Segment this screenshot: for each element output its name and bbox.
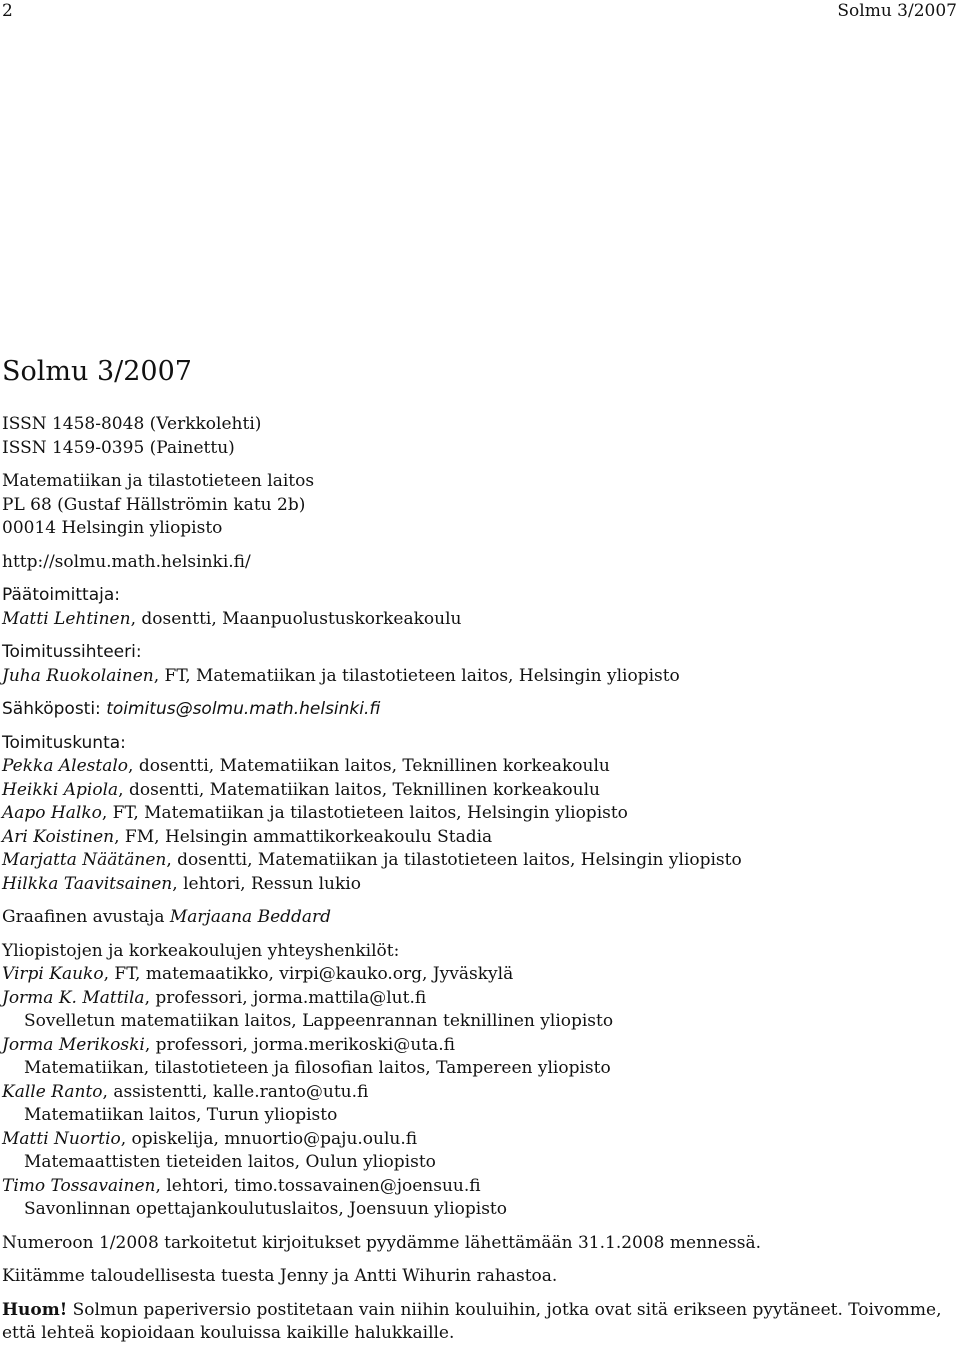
graphics-block — [2, 906, 958, 930]
person-name: Ari Koistinen — [2, 826, 115, 847]
contact-department: Savonlinnan opettajankoulutuslaitos, Joensuun yliopisto — [24, 1199, 507, 1219]
board-label: Toimituskunta: — [2, 732, 126, 753]
board-member — [2, 779, 958, 803]
page-header — [0, 0, 960, 24]
person-name: Jorma K. Mattila — [2, 987, 145, 1008]
person-name: Kalle Ranto — [2, 1081, 103, 1102]
person-name: Pekka Alestalo — [2, 756, 129, 776]
address-line: 00014 Helsingin yliopisto — [2, 518, 223, 538]
person-details: , professori, jorma.merikoski@uta.fi — [144, 1034, 456, 1055]
deadline-block — [2, 1232, 958, 1256]
person-details: , dosentti, Maanpuolustuskorkeakoulu — [130, 608, 462, 629]
person-details: , opiskelija, mnuortio@paju.oulu.fi — [120, 1128, 418, 1149]
person-name: Matti Nuortio — [2, 1128, 121, 1149]
issn-online: ISSN 1458-8048 (Verkkolehti) — [2, 414, 262, 434]
running-head: Solmu 3/2007 — [837, 1, 957, 21]
contact-entry — [2, 1175, 958, 1199]
contact-entry — [2, 1034, 958, 1058]
notice-text — [2, 1299, 958, 1346]
deadline-text: Numeroon 1/2008 tarkoitetut kirjoitukset pyydämme lähettämään 31.1.2008 mennessä. — [2, 1232, 762, 1253]
email-entry — [2, 698, 958, 722]
notice-body: Solmun paperiversio postitetaan vain niihin kouluihin, jotka ovat sitä erikseen pyytäneet. Toivomme, että lehteä kopioidaan kouluissa kaikille halukkaille. — [2, 1299, 942, 1343]
issn-print: ISSN 1459-0395 (Painettu) — [2, 437, 235, 458]
person-name: Marjaana Beddard — [169, 907, 332, 927]
person-name: Juha Ruokolainen — [2, 665, 154, 686]
address-line: Matematiikan ja tilastotieteen laitos — [2, 471, 315, 491]
page-title: Solmu 3/2007 — [2, 356, 192, 387]
address-block — [2, 470, 958, 541]
editor-in-chief-label: Päätoimittaja: — [2, 585, 121, 605]
person-details: , FT, matemaatikko, virpi@kauko.org, Jyväskylä — [103, 964, 514, 984]
person-details: , dosentti, Matematiikan laitos, Teknillinen korkeakoulu — [118, 779, 600, 800]
notice-block — [2, 1299, 958, 1346]
thanks-block — [2, 1265, 958, 1289]
issn-block — [2, 413, 958, 460]
person-name: Virpi Kauko — [2, 964, 104, 984]
contact-entry — [2, 987, 958, 1011]
editor-in-chief-block — [2, 584, 958, 631]
person-name: Jorma Merikoski — [2, 1034, 145, 1055]
website-link[interactable]: http://solmu.math.helsinki.fi/ — [2, 551, 251, 572]
person-details: , assistentti, kalle.ranto@utu.fi — [102, 1081, 369, 1102]
contact-department: Sovelletun matematiikan laitos, Lappeenrannan teknillinen yliopisto — [24, 1011, 614, 1031]
graphics-label: Graafinen avustaja — [2, 907, 170, 927]
board-member — [2, 873, 958, 897]
contact-department: Matemaattisten tieteiden laitos, Oulun yliopisto — [24, 1152, 436, 1172]
board-member — [2, 802, 958, 826]
person-name: Marjatta Näätänen — [2, 850, 167, 870]
url-block — [2, 551, 958, 575]
notice-label: Huom! — [2, 1299, 68, 1320]
person-details: , FT, Matematiikan ja tilastotieteen laitos, Helsingin yliopisto — [101, 803, 628, 823]
email-block — [2, 698, 958, 722]
email-link[interactable]: toimitus@solmu.math.helsinki.fi — [106, 699, 381, 719]
address-line: PL 68 (Gustaf Hällströmin katu 2b) — [2, 494, 306, 515]
contact-entry — [2, 1128, 958, 1152]
editor-in-chief-entry — [2, 608, 958, 632]
person-details: , FM, Helsingin ammattikorkeakoulu Stadia — [114, 826, 493, 847]
person-details: , lehtori, Ressun lukio — [172, 873, 361, 894]
person-details: , lehtori, timo.tossavainen@joensuu.fi — [155, 1175, 481, 1196]
thanks-text: Kiitämme taloudellisesta tuesta Jenny ja Antti Wihurin rahastoa. — [2, 1266, 558, 1286]
person-details: , FT, Matematiikan ja tilastotieteen laitos, Helsingin yliopisto — [153, 665, 680, 686]
email-label: Sähköposti: — [2, 699, 101, 719]
secretary-entry — [2, 665, 958, 689]
person-name: Heikki Apiola — [2, 779, 119, 800]
page-content — [2, 357, 958, 1346]
contacts-block — [2, 940, 958, 1222]
person-name: Aapo Halko — [2, 803, 102, 823]
person-details: , professori, jorma.mattila@lut.fi — [144, 987, 427, 1008]
graphics-entry — [2, 906, 958, 930]
page-number: 2 — [2, 1, 13, 21]
person-name: Hilkka Taavitsainen — [2, 873, 173, 894]
contact-entry — [2, 963, 958, 987]
person-name: Matti Lehtinen — [2, 608, 131, 629]
person-name: Timo Tossavainen — [2, 1175, 156, 1196]
person-details: , dosentti, Matematiikan ja tilastotieteen laitos, Helsingin yliopisto — [166, 850, 742, 870]
contacts-label: Yliopistojen ja korkeakoulujen yhteyshenkilöt: — [2, 940, 400, 961]
contact-entry — [2, 1081, 958, 1105]
board-member — [2, 755, 958, 779]
board-member — [2, 826, 958, 850]
contact-department: Matematiikan, tilastotieteen ja filosofian laitos, Tampereen yliopisto — [24, 1058, 611, 1078]
secretary-label: Toimitussihteeri: — [2, 642, 142, 662]
secretary-block — [2, 641, 958, 688]
board-block — [2, 732, 958, 897]
board-member — [2, 849, 958, 873]
contact-department: Matematiikan laitos, Turun yliopisto — [24, 1105, 338, 1125]
person-details: , dosentti, Matematiikan laitos, Teknillinen korkeakoulu — [128, 756, 610, 776]
